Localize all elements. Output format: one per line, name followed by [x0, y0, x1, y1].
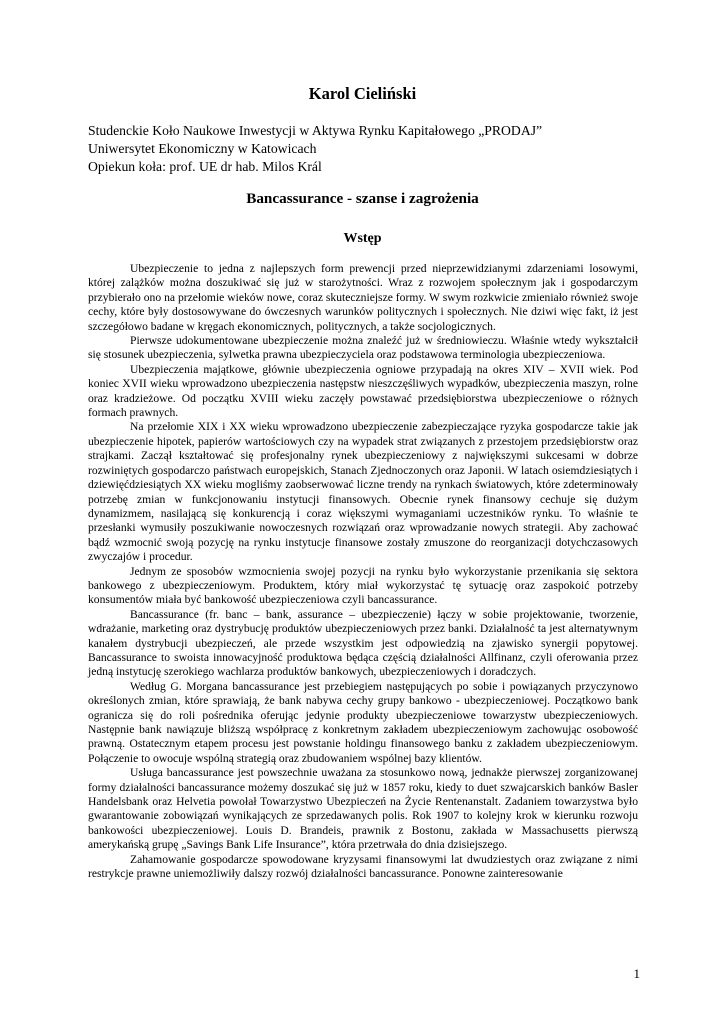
page-number: 1	[633, 966, 640, 981]
document-title: Bancassurance - szanse i zagrożenia	[246, 190, 479, 207]
paragraph: Według G. Morgana bancassurance jest przebiegiem następujących po sobie i powiązanych przyczynowo określonych zmian, które sprawiają, że bank nabywa cechy grupy bankowo - ubezpieczeniowej. Początkowo bank ogranicza się do roli pośrednika oferując jedynie produkty ubezpieczeniowe towarzystw ubezpieczeniowych. Następnie bank nawiązuje bliższą współpracę z konkretnym zakładem ubezpieczeniowym zachowując osobowość prawną. Ostatecznym etapem procesu jest powstanie holdingu finansowego banku z zakładem ubezpieczeniowym. Połączenie to owocuje wspólną strategią oraz zbudowaniem wspólnej bazy klientów.	[88, 679, 638, 765]
paragraph: Pierwsze udokumentowane ubezpieczenie można znaleźć już w średniowieczu. Właśnie wtedy wykształcił się stosunek ubezpieczenia, sylwetka prawna ubezpieczyciela oraz podstawowa terminologia ubezpieczeniowa.	[88, 334, 638, 362]
paragraph: Na przełomie XIX i XX wieku wprowadzono ubezpieczenie zabezpieczające ryzyka gospodarcze takie jak ubezpieczenie hipotek, papierów wartościowych czy na wypadek strat związanych z przestojem przedsiębiorstw oraz strajkami. Zaczął kształtować się profesjonalny rynek ubezpieczeniowy z największymi sukcesami w dobrze rozwiniętych gospodarczo państwach europejskich, Stanach Zjednoczonych oraz Japonii. W latach osiemdziesiątych i dziewięćdziesiątych XX wieku mogliśmy zaobserwować liczne trendy na rynkach światowych, które zdeterminowały potrzebę zmian w funkcjonowaniu instytucji finansowych. Obecnie rynek finansowy cechuje się dużym dynamizmem, nasilającą się konkurencją i coraz większymi wymaganiami uczestników rynku. To właśnie te przesłanki wymusiły poszukiwanie nowoczesnych rozwiązań oraz wprowadzanie nowych strategii. Aby zachować bądź wzmocnić swoją pozycję na rynku instytucje finansowe zostały zmuszone do reorganizacji dotychczasowych zwyczajów i procedur.	[88, 420, 638, 564]
author-name: Karol Cieliński	[308, 84, 417, 103]
paragraph: Zahamowanie gospodarcze spowodowane kryzysami finansowymi lat dwudziestych oraz związane z nimi restrykcje prawne uniemożliwiły dalszy rozwój działalności bancassurance. Ponowne zainteresowanie	[88, 852, 638, 881]
affiliation-block	[88, 122, 648, 176]
paragraph: Jednym ze sposobów wzmocnienia swojej pozycji na rynku było wykorzystanie przenikania się sektora bankowego z ubezpieczeniowym. Produktem, który miał wykorzystać tę sytuację oraz zaspokoić potrzeby konsumentów miała być bankowość ubezpieczeniowa czyli bancassurance.	[88, 564, 638, 607]
paragraph: Ubezpieczenia majątkowe, głównie ubezpieczenia ogniowe przypadają na okres XIV – XVII wiek. Pod koniec XVII wieku wprowadzono ubezpieczenia następstw nieszczęśliwych wypadków, ubezpieczenia maszyn, rolne oraz kradzieżowe. Od początku XVIII wieku zaczęły powstawać przedsiębiorstwa ubezpieczeniowe o różnych formach prawnych.	[88, 362, 638, 420]
paragraph: Usługa bancassurance jest powszechnie uważana za stosunkowo nową, jednakże pierwszej zorganizowanej formy działalności bancassurance możemy doszukać się już w 1857 roku, kiedy to duet szwajcarskich banków Basler Handelsbank oraz Helvetia powołał Towarzystwo Ubezpieczeń na Życie Rentenanstalt. Zadaniem towarzystwa było gwarantowanie zobowiązań wynikających ze sprzedawanych polis. Rok 1907 to kolejny krok w kierunku rozwoju bankowości ubezpieczeniowej. Louis D. Brandeis, prawnik z Bostonu, zakłada w Massachusetts pierwszą amerykańską grupę „Savings Bank Life Insurance”, która przetrwała do dnia dzisiejszego.	[88, 766, 638, 852]
affiliation-club: Studenckie Koło Naukowe Inwestycji w Aktywa Rynku Kapitałowego „PRODAJ”	[88, 123, 543, 138]
body-text	[88, 262, 638, 881]
paragraph: Ubezpieczenie to jedna z najlepszych form prewencji przed nieprzewidzianymi zdarzeniami losowymi, której zalążków można doszukiwać się już w starożytności. Wraz z rozwojem społecznym jak i gospodarczym przybierało ono na przełomie wieków nowe, coraz skuteczniejsze formy. W swym rozkwicie zmieniało również swoje cechy, które były dostosowywane do ówczesnych warunków politycznych i społecznych. Nie dziwi więc fakt, iż jest szczegółowo badane w kręgach ekonomicznych, politycznych, a także socjologicznych.	[88, 262, 638, 333]
section-heading: Wstęp	[343, 231, 382, 246]
affiliation-university: Uniwersytet Ekonomiczny w Katowicach	[88, 141, 317, 156]
affiliation-supervisor: Opiekun koła: prof. UE dr hab. Milos Král	[88, 159, 322, 174]
paragraph: Bancassurance (fr. banc – bank, assurance – ubezpieczenie) łączy w sobie projektowanie, tworzenie, wdrażanie, marketing oraz dystrybucję produktów ubezpieczeniowych przez banki. Działalność ta jest alternatywnym kanałem dystrybucji ubezpieczeń, ale przede wszystkim jest odpowiedzią na zjawisko synergii popytowej. Bancassurance to swoista innowacyjność produktowa będąca częścią działalności Allfinanz, czyli oferowania przez jedną instytucję szerokiego wachlarza produktów bankowych, ubezpieczeniowych i doradczych.	[88, 607, 638, 679]
